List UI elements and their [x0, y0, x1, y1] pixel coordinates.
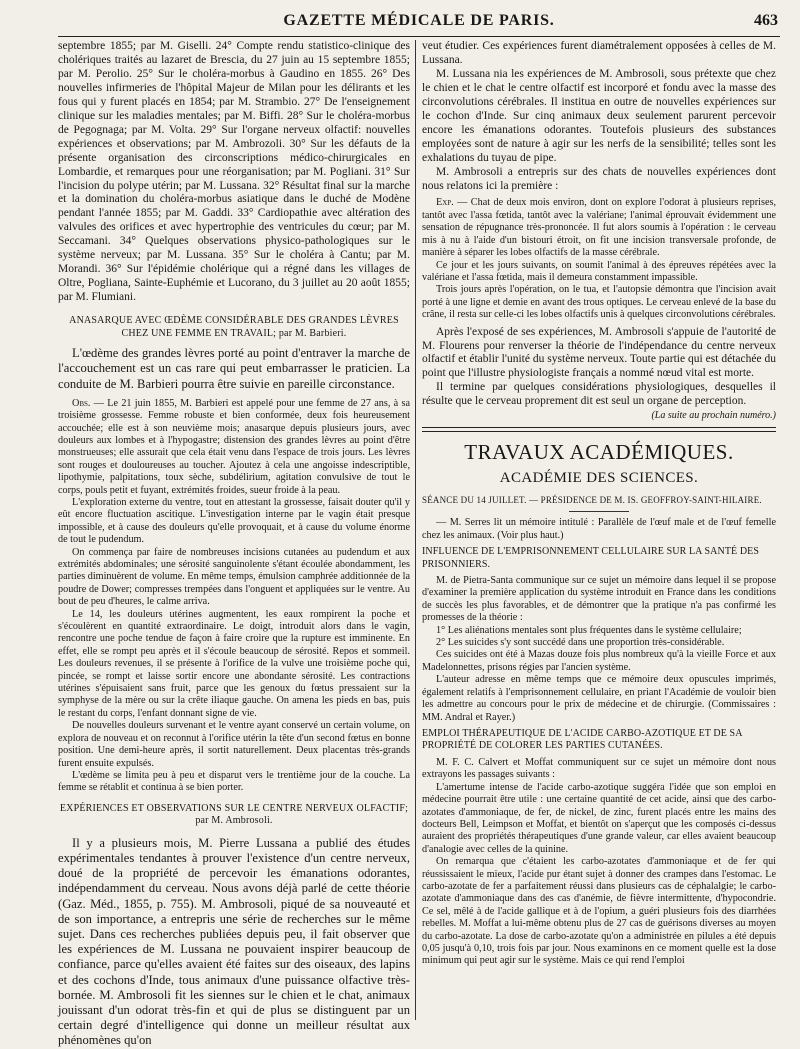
experiment-text: — Chat de deux mois environ, dont on explore l'odorat à plusieurs reprises, tantôt avec l'assa fœtida, tantôt avec la valériane; l'animal éprouvait évidemment une sensation de répugnance très-prononcée. Il fut alors soumis à l'opération : le cerveau mis à nu à l'aide d'un bistouri étroit, on fit une incision transversale profonde, de manière à séparer les lobes olfactifs de la masse cérébrale.: [422, 197, 776, 259]
journal-title: GAZETTE MÉDICALE DE PARIS.: [283, 12, 555, 29]
paragraph-oedeme-intro: L'œdème des grandes lèvres porté au point d'entraver la marche de l'accouchement est un cas rare qui peut embarrasser le praticien. La conduite de M. Barbieri pourra être suivie en pareille circonstance.: [58, 346, 410, 391]
memoir-list-continuation: septembre 1855; par M. Giselli. 24° Compte rendu statistico-clinique des cholériques traités au lazaret de Brescia, du 27 juin au 15 septembre 1855; par M. Perolio. 25° Sur le choléra-morbus à Gaudino en 1855. 26° Des nouvelles infirmeries de l'hôpital Majeur de Milan pour les délirants et les fous qui y furent placés en 1854; par M. Strambio. 27° De l'enseignement clinique sur les maladies mentales; par M. Biffi. 28° Sur le choléra-morbus de Pegognaga; par M. Volta. 29° Sur l'organe nerveux olfactif: nouvelles expériences et observations; par M. Ambrozoli. 30° Sur les défauts de la présente organisation des circonscriptions médico-chirurgicales en Lombardie, et remarques pour une réorganisation; par M. Pogliani. 31° Sur l'incision du polype utérin; par M. Lussana. 32° Résultat final sur la marche et la domination du choléra-morbus asiatique dans le duché de Modène pendant l'année 1855; par M. Gaddi. 33° Cardiopathie avec altération des valvules des orifices et avec hypertrophie des ventricules du cœur; par M. Seccamani. 34° Quelques observations physico-pathologiques sur le système nerveux; par M. Lussana. 35° Sur le choléra à Cantu; par M. Morandi. 36° Sur l'épidémie cholérique qui a régné dans les villages de Oltre, Pogliana, Sainte-Euphémie et Lucorano, du 3 juillet au 20 août 1855; par M. Flumiani.: [58, 40, 410, 304]
session-line: SÉANCE DU 14 JUILLET. — PRÉSIDENCE DE M. IS. GEOFFROY-SAINT-HILAIRE.: [422, 495, 762, 506]
paragraph-calvert: M. F. C. Calvert et Moffat communiquent sur ce sujet un mémoire dont nous extrayons les passages suivants :: [422, 756, 776, 781]
paragraph-amertume: L'amertume intense de l'acide carbo-azotique suggéra l'idée que son emploi en médecine pourrait être utile : une certaine quantité de cet acide, ainsi que des carbo-azotates d'ammoniaque, de fer, de nickel, de zinc, furent placés entre les mains des docteurs Bell, Leimpson et Moffat, et bientôt on s'aperçut que les composés ci-dessus auraient des propriétés thérapeutiques d'une grande valeur, car elles avaient beaucoup d'analogie avec celles de la quinine.: [422, 781, 776, 855]
observation-label: Obs.: [72, 397, 91, 409]
column-divider: [415, 40, 416, 1020]
paragraph-auteur: L'auteur adresse en même temps que ce mémoire deux opuscules imprimés, également relatifs à l'emprisonnement cellulaire, en priant l'Académie de vouloir bien les admettre au concours pour le prix de médecine et de chirurgie. (Commissaires : MM. Andral et Rayer.): [422, 674, 776, 723]
paragraph-le-14: Le 14, les douleurs utérines augmentent, les eaux rompirent la poche et s'écoulèrent en quantité extraordinaire. Le doigt, introduit alors dans le vagin, rencontre une poche tendue de façon à faire croire que la rupture est imminente. En effet, elle se rompt peu après et il s'écoule beaucoup de sérosité. Repos et sommeil. Les douleurs revenues, il se présente à l'orifice de la vulve une troisième poche qui, pincée, se rompt et laisse sortir encore une abondante sérosité. Les contractions utérines s'épuisaient sans fruit, parce que les genoux du fœtus pressaient sur la symphyse de la mère ou sur la crête iliaque gauche. On amena les pieds en bas, puis le restant du corps, l'enfant donnant signe de vie.: [58, 608, 410, 719]
section-title: TRAVAUX ACADÉMIQUES.: [464, 440, 734, 465]
running-head: [58, 10, 780, 37]
paragraph-conclusion: Il termine par quelques considérations physiologiques, desquelles il résulte que le cerveau proprement dit est seul un organe de perception.: [422, 381, 776, 408]
paragraph-incisions: On commença par faire de nombreuses incisions cutanées au pudendum et aux extrémités abdominales; une sérosité sanguinolente s'étant écoulée abondamment, les parties diminuèrent de volume. En même temps, émulsion camphrée additionnée de la poudre de Dower; compresses trempées dans l'onguent et appliquées sur le ventre. Au bout de peu d'heures, le calme arriva.: [58, 546, 410, 608]
page-number: 463: [754, 12, 778, 29]
paragraph-flourens: Après l'exposé de ses expériences, M. Ambrosoli s'appuie de l'autorité de M. Flourens pour renverser la théorie de l'indépendance du centre nerveux olfactif et établir l'unité du système nerveux. Toute partie qui est détachée du point que l'illustre physiologiste français a nommé nœud vital est morte.: [422, 325, 776, 380]
paragraph-mazas: Ces suicides ont été à Mazas douze fois plus nombreux qu'à la vieille Force et aux Madelonnettes, prisons régies par l'ancien système.: [422, 649, 776, 673]
heading-carbo-azotique: EMPLOI THÉRAPEUTIQUE DE L'ACIDE CARBO-AZOTIQUE ET DE SA PROPRIÉTÉ DE COLORER LES PARTIES CUTANÉES.: [422, 727, 742, 752]
experiment-paragraph: [422, 197, 776, 259]
paragraph-exploration: L'exploration externe du ventre, tout en attestant la grossesse, faisait douter qu'il y eût encore fluctuation ascitique. L'investigation interne par le vagin était presque impossible, et à cause des douleurs qu'elle provoquait, et à cause du volume énorme de tout le pudendum.: [58, 496, 410, 546]
heading-emprisonnement: INFLUENCE DE L'EMPRISONNEMENT CELLULAIRE SUR LA SANTÉ DES PRISONNIERS.: [422, 546, 760, 570]
short-rule: [569, 511, 629, 512]
section-separator: [422, 427, 776, 432]
paragraph-jours-suivants: Ce jour et les jours suivants, on soumit l'animal à des épreuves répétées avec la valériane et l'assa fœtida, mais il demeura constamment impassible.: [422, 259, 776, 283]
paragraph-autopsie: Trois jours après l'opération, on le tua, et l'autopsie démontra que l'incision avait porté à une ligne et demie en avant des trous optiques. Le cerveau enlevé de la base du crâne, il resta sur celle-ci les lobes olfactifs unis à quelques circonvolutions cérébrales.: [422, 284, 776, 321]
paragraph-nouvelles-douleurs: De nouvelles douleurs survenant et le ventre ayant conservé un certain volume, on explora de nouveau et on reconnut à l'orifice utérin la tête d'un second fœtus en bonne position. Une demi-heure après, il sortit naturellement. Deux placentas très-grands furent ensuite expulsés.: [58, 720, 410, 769]
paragraph-ambrosoli-entrepris: M. Ambrosoli a entrepris sur des chats de nouvelles expériences dont nous relatons ici la première :: [422, 165, 776, 192]
left-column: [58, 40, 410, 1049]
observation-text: — Le 21 juin 1855, M. Barbieri est appelé pour une femme de 27 ans, à sa troisième grossesse. Femme robuste et bien conformée, deux fois heureusement accouchée; elle est à son neuvième mois; anasarque depuis plusieurs jours, avec douleurs aux lombes et à l'hypogastre; distension des grandes lèvres au point d'être monstrueuses; elle assurait que cela était venu dans l'espace de trois jours. Les lèvres sont rouges et douloureuses au toucher. Ajoutez à cela une angoisse indescriptible, lipothymie, palpitations, toux sèche, subdélirium, agitation convulsive de tout le corps, pouls petit et fuyant, extrémités froides, sueur froide à la peau.: [58, 397, 410, 496]
paragraph-lussana-nia: M. Lussana nia les expériences de M. Ambrosoli, sous prétexte que chez le chien et le chat le centre olfactif est incorporé et fondu avec la masse des circonvolutions cérébrales. Il institua en outre de nouvelles expériences sur le cochon d'Inde. Sur cinq animaux deux seulement parurent percevoir encore les émanations odorantes. Toutefois plusieurs des substances employées sont de nature à agir sur les nerfs de la sensibilité; telles sont les exhalations du tuyau de pipe.: [422, 67, 776, 164]
paragraph-serres: — M. Serres lit un mémoire intitulé : Parallèle de l'œuf male et de l'œuf femelle chez les animaux. (Voir plus haut.): [422, 517, 776, 541]
paragraph-oedeme-limita: L'œdème se limita peu à peu et disparut vers le trentième jour de la couche. La femme se rétablit et continua à se bien porter.: [58, 769, 410, 794]
section-subtitle: ACADÉMIE DES SCIENCES.: [499, 470, 699, 487]
observation-paragraph: [58, 398, 410, 497]
list-item-alienations: 1° Les aliénations mentales sont plus fréquentes dans le système cellulaire;: [436, 624, 742, 636]
experiment-label: Exp.: [436, 197, 454, 209]
paragraph-continuation: veut étudier. Ces expériences furent diamétralement opposées à celles de M. Lussana.: [422, 40, 776, 66]
article-heading-anasarque: ANASARQUE AVEC ŒDÈME CONSIDÉRABLE DES GRANDES LÈVRES CHEZ UNE FEMME EN TRAVAIL; par M. Barbieri.: [69, 315, 399, 339]
list-item-suicides: 2° Les suicides s'y sont succédé dans une proportion très-considérable.: [436, 637, 725, 649]
to-be-continued: (La suite au prochain numéro.): [651, 410, 776, 422]
article-heading-olfactif: EXPÉRIENCES ET OBSERVATIONS SUR LE CENTRE NERVEUX OLFACTIF; par M. Ambrosoli.: [59, 802, 409, 827]
paragraph-remarque: On remarqua que c'étaient les carbo-azotates d'ammoniaque et de fer qui réussissaient le mieux, l'acide pur étant sujet à donner des crampes dans l'estomac. Le carbo-azotate de fer a parfaitement réussi dans plusieurs cas de céphalalgie; le carbo-azotate d'ammoniaque dans des cas d'anémie, de fièvre intermittente, d'hypocondrie. Ce sel, mêlé à de l'acide gallique et à de l'opium, a guéri plusieurs fois des diarrhées rebelles. M. Moffat a lui-même obtenu plus de 27 cas de guérisons diverses au moyen du carbo-azotate. La dose de carbo-azotate qu'on a administrée en pilules a été depuis 0,05 jusqu'à 0,10, trois fois par jour. Nous examinons en ce moment quelle est la dose minimum qui peut agir sur le système. Mais ce qui rend l'emploi: [422, 856, 776, 967]
paragraph-lussana-etudes: Il y a plusieurs mois, M. Pierre Lussana a publié des études expérimentales tendantes à prouver l'existence d'un centre nerveux, doué de la propriété de percevoir les émanations odorantes, indépendamment du cerveau. Nous avons déjà parlé de cette théorie (Gaz. Méd., 1855, p. 755). M. Ambrosoli, piqué de sa nouveauté et de son importance, a entrepris une série de recherches sur le même sujet. Dans ces recherches publiées depuis peu, il fait observer que les expériences de M. Lussana ne pouvaient inspirer beaucoup de confiance, parce qu'elles avaient été faites sur des oiseaux, des lapins et des cochons d'Inde, tous animaux d'une puissance olfactive très-bornée. M. Ambrosoli fit les siennes sur le chien et le chat, animaux jouissant d'un odorat très-fin et qui de plus se distinguent par un certain degré d'intelligence qui donne un meilleur résultat aux phénomènes qu'on: [58, 835, 410, 1048]
right-column: [422, 40, 776, 968]
paragraph-pietra-santa: M. de Pietra-Santa communique sur ce sujet un mémoire dans lequel il se propose d'examiner la première application du système introduit en France dans les conditions de succès les plus favorables, et de démontrer que la pratique n'a pas confirmé les promesses de la théorie :: [422, 575, 776, 624]
